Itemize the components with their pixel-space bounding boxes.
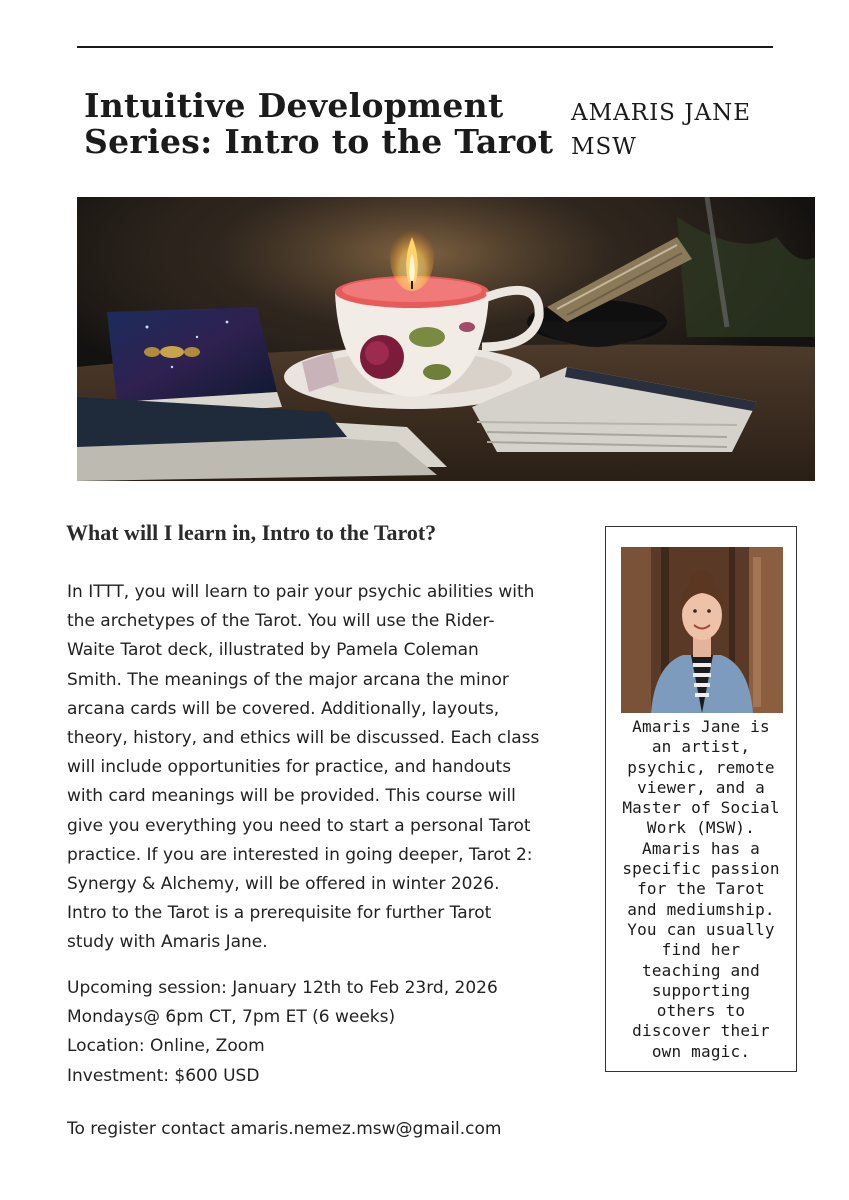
bio-line: find her: [661, 940, 741, 960]
session-details: [67, 974, 587, 1091]
session-investment: Investment: $600 USD: [67, 1065, 260, 1086]
flyer-title: [84, 86, 554, 161]
bio-line: others to: [656, 1001, 746, 1021]
bio-line: and mediumship.: [627, 899, 775, 919]
description-line: with card meanings will be provided. This course will: [67, 786, 516, 807]
session-time: Mondays@ 6pm CT, 7pm ET (6 weeks): [67, 1007, 396, 1028]
description-line: practice. If you are interested in going deeper, Tarot 2:: [67, 844, 533, 865]
bio-line: teaching and: [642, 960, 760, 980]
title-line-2: Series: Intro to the Tarot: [84, 122, 554, 161]
author-bio-box: [605, 526, 797, 1072]
bio-line: psychic, remote: [627, 757, 775, 777]
description-line: Smith. The meanings of the major arcana the minor: [67, 669, 509, 690]
description-line: the archetypes of the Tarot. You will use the Rider-: [67, 611, 495, 632]
course-description: [67, 578, 595, 958]
description-line: study with Amaris Jane.: [67, 932, 268, 953]
author-line-2: MSW: [571, 134, 637, 160]
bio-line: Work (MSW).: [646, 818, 756, 838]
bio-line: an artist,: [651, 737, 751, 757]
bio-line: Amaris has a: [642, 838, 760, 858]
title-line-1: Intuitive Development: [84, 86, 504, 125]
author-photo: [621, 547, 783, 713]
description-line: give you everything you need to start a personal Tarot: [67, 815, 531, 836]
description-line: In ITTT, you will learn to pair your psychic abilities with: [67, 582, 535, 602]
section-heading: What will I learn in, Intro to the Tarot?: [66, 520, 437, 545]
bio-line: discover their: [632, 1021, 770, 1041]
session-location: Location: Online, Zoom: [67, 1036, 265, 1057]
description-line: Waite Tarot deck, illustrated by Pamela Coleman: [67, 640, 479, 661]
hero-image-candle-teacup-tarot-decks: [77, 197, 815, 481]
session-dates: Upcoming session: January 12th to Feb 23rd, 2026: [67, 978, 498, 998]
description-line: Intro to the Tarot is a prerequisite for further Tarot: [67, 903, 492, 924]
top-divider: [77, 46, 773, 48]
description-line: arcana cards will be covered. Additionally, layouts,: [67, 698, 500, 719]
bio-line: You can usually: [627, 919, 775, 939]
registration-contact: To register contact amaris.nemez.msw@gmail.com: [67, 1119, 502, 1139]
description-line: will include opportunities for practice, and handouts: [67, 757, 512, 778]
bio-line: own magic.: [651, 1041, 751, 1061]
bio-line: supporting: [651, 980, 751, 1000]
author-line-1: AMARIS JANE: [571, 100, 751, 126]
bio-line: Master of Social: [622, 798, 780, 818]
description-line: Synergy & Alchemy, will be offered in winter 2026.: [67, 874, 500, 895]
author-name: [571, 96, 791, 164]
bio-line: for the Tarot: [637, 879, 765, 899]
author-bio: [610, 717, 792, 1062]
bio-line: Amaris Jane is: [632, 717, 770, 736]
bio-line: specific passion: [622, 859, 780, 879]
bio-line: viewer, and a: [637, 777, 765, 797]
description-line: theory, history, and ethics will be discussed. Each class: [67, 728, 540, 749]
